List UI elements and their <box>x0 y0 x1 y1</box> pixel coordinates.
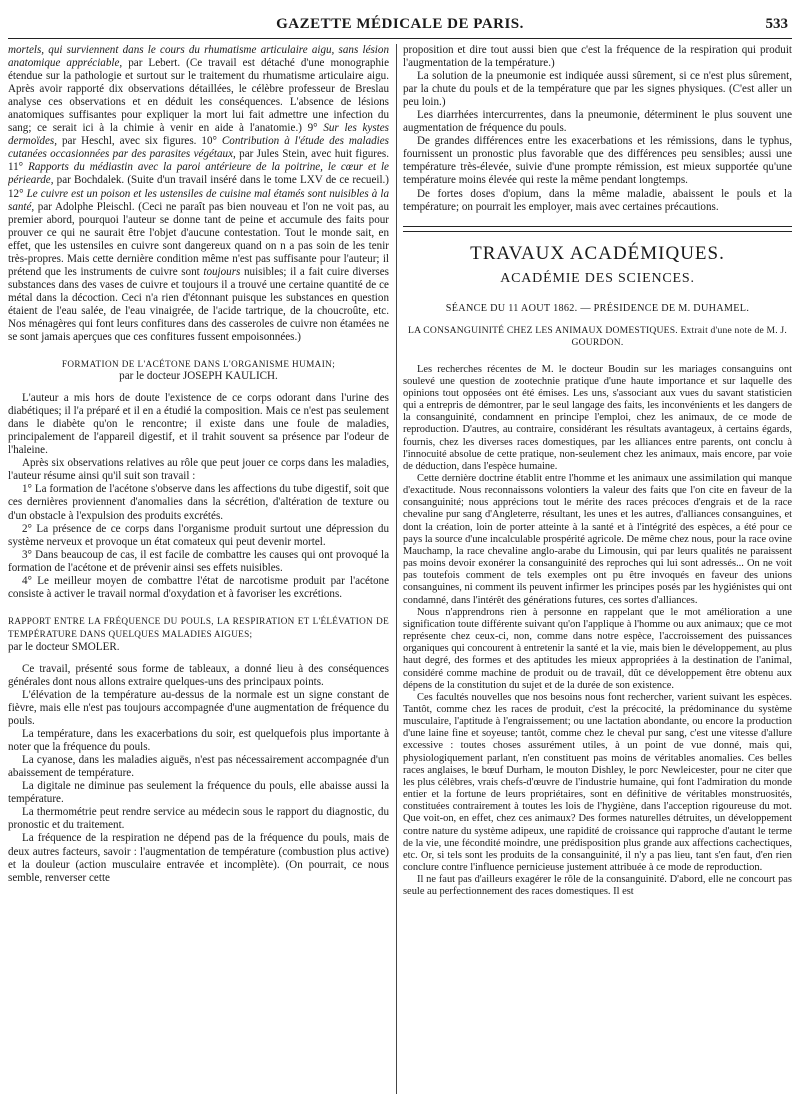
paragraph: La digitale ne diminue pas seulement la fréquence du pouls, elle abaisse aussi la température. <box>8 780 389 806</box>
paragraph: Après six observations relatives au rôle que peut jouer ce corps dans les maladies, l'auteur résume ainsi qu'il suit son travail : <box>8 457 389 483</box>
paragraph: La cyanose, dans les maladies aiguës, n'est pas nécessairement accompagnée d'un abaissement de température. <box>8 754 389 780</box>
paragraph: La thermométrie peut rendre service au médecin sous le rapport du diagnostic, du pronostic et du traitement. <box>8 806 389 832</box>
paragraph: 2° La présence de ce corps dans l'organisme produit surtout une dépression du système nerveux et provoque un état comateux qui peut devenir mortel. <box>8 522 389 548</box>
text-run: par Adolphe Pleischl. (Ceci ne paraît pas bien nouveau et l'on ne voit pas, au premier abord, pourquoi l'auteur se donne tant de peine et accumule des faits pour prouver ce qui ne saurait être l'objet d'aucune contestation. Tout le monde sait, en effet, que les ustensiles en cuivre sont dangereux quand on n a pas soin de les tenir très-propres. Mais cette dernière condition même n'est pas suffisante pour l'auteur; il prétend que les instruments de cuivre sont <box>8 200 389 278</box>
paragraph: De grandes différences entre les exacerbations et les rémissions, dans le typhus, fournissent un pronostic plus favorable que des différences peu sensibles; aussi une température très-élevée, suivie d'une prompte rémission, est mieux supportée qu'une température moins élevée qui reste la même pendant longtemps. <box>403 135 792 187</box>
paragraph: Ce travail, présenté sous forme de tableaux, a donné lieu à des conséquences générales dont nous allons extraire quelques-uns des principaux points. <box>8 662 389 688</box>
paragraph: 4° Le meilleur moyen de combattre l'état de narcotisme produit par l'acétone consiste à activer le travail normal d'oxydation et à favoriser les excrétions. <box>8 574 389 600</box>
paragraph: La fréquence de la respiration ne dépend pas de la fréquence du pouls, mais de deux autres facteurs, savoir : l'augmentation de température (combustion plus active) et la douleur (action musculaire entravée et incomplète). (On pourrait, ce nous semble, renverser cette <box>8 832 389 884</box>
text-run: par Heschl, avec six figures. 10° <box>57 135 222 148</box>
italic-text: toujours <box>203 265 241 278</box>
article-body <box>403 364 792 899</box>
page-header <box>8 6 792 39</box>
italic-text: Rapports du médiastin avec la paroi antérieure de la poitrine, le cœur et le périearde, <box>8 161 389 187</box>
section-separator <box>403 226 792 232</box>
paragraph: 3° Dans beaucoup de cas, il est facile de combattre les causes qui ont provoqué la formation de l'acétone et de prévenir ainsi ses effets nuisibles. <box>8 548 389 574</box>
paragraph: Ces facultés nouvelles que nos besoins nous font rechercher, varient suivant les espèces. Tantôt, comme chez les races de produit, c'est la précocité, la prédominance du système musculaire, l'aptitude à l'engraissement; ou une lactation abondante, ou encore la production d'une laine fine et soyeuse; tantôt, comme chez le cheval pur sang, c'est une vitesse d'allure excessive : toutes choses assurément utiles, à un point de vue donné, mais qui, physiologiquement parlant, n'en constituent pas moins de véritables anomalies. Ces belles races anglaises, le bœuf Durham, le mouton Dishley, le porc Newleicester, pour ne citer que les plus célèbres, vrais chefs-d'œuvre de l'industrie humaine, qui font l'admiration du monde entier et la fortune de leurs propriétaires, sont en définitive de véritables monstruosités, constituées contrairement à toutes les lois de l'hygiène, dans l'acception rigoureuse du mot. Que voit-on, en effet, chez ces animaux? Des formes naturelles détruites, un développement contre nature du système adipeux, une rapidité de croissance qui rapproche d'autant le terme de la vie, une fécondité moindre, une prédisposition plus grande aux affections cachectiques, etc. Or, si tels sont les produits de la consanguinité, il n'y a pas lieu, tant s'en faut, d'en rien conclure contre l'influence pernicieuse justement attribuée à ce mode de reproduction. <box>403 691 792 874</box>
paragraph: Nous n'apprendrons rien à personne en rappelant que le mot amélioration a une signification toute différente suivant qu'on l'applique à l'homme ou aux animaux; que ce mot représente chez ceux-ci, non, comme dans notre espèce, l'accroissement des puissances organiques qui concourent à entretenir la santé et la vie, mais bien le développement, au plus haut degré, des formes et des aptitudes les mieux appropriées à la destination de l'animal, considéré comme machine de produit ou de travail, dût ce développement être obtenu aux dépens de la constitution du sujet et de la durée de son existence. <box>403 606 792 691</box>
section-author-acetone: par le docteur JOSEPH KAULICH. <box>119 370 278 383</box>
seance-line: SÉANCE DU 11 AOUT 1862. — PRÉSIDENCE DE M. DUHAMEL. <box>445 302 750 314</box>
paragraph: L'auteur a mis hors de doute l'existence de ce corps odorant dans l'urine des diabétiques; il l'a préparé et il en a étudié la composition. Mais ce n'est pas seulement dans le diabète qu'on le rencontre; il existe dans une foule de maladies, principalement de l'appareil digestif, et il trahit souvent sa présence par l'odeur de l'haleine. <box>8 392 389 457</box>
text-run: par Lebert. (Ce travail est détaché d'une monographie étendue sur la pathologie et surtout sur le traitement du rhumatisme articulaire aigu. Après avoir rapporté dix observations détaillées, le célèbre professeur de Breslau analyse ces observations et en déduit les conséquences. L'absence de lésions anatomiques suffisantes pour expliquer la mort lui fait admettre une infection du sang; ce serait ici à la chimie à venir en aide à l'anatomie.) 9° <box>8 57 389 135</box>
article-title: LA CONSANGUINITÉ CHEZ LES ANIMAUX DOMESTIQUES. Extrait d'une note de M. J. GOURDON. <box>408 324 787 349</box>
journal-title: GAZETTE MÉDICALE DE PARIS. <box>276 16 524 32</box>
paragraph: Les diarrhées intercurrentes, dans la pneumonie, déterminent le plus souvent une augmentation de fréquence du pouls. <box>403 109 792 135</box>
section-title-pouls: RAPPORT ENTRE LA FRÉQUENCE DU POULS, LA RESPIRATION ET L'ÉLÉVATION DE TEMPÉRATURE DANS QUELQUES MALADIES AIGUES; <box>8 615 389 639</box>
page-number: 533 <box>765 16 788 32</box>
italic-text: Contribution à l'étude des maladies cutanées occasionnées par des parasites végétaux, <box>8 135 389 161</box>
text-run: par Jules Stein, avec huit figures. 11° <box>8 148 389 174</box>
paragraph: Les recherches récentes de M. le docteur Boudin sur les mariages consanguins ont soulevé une question de zootechnie pratique d'une haute importance et sur laquelle des opinions tout opposées ont été émises. Les uns, s'associant aux vues du savant statisticien qui a entrepris de démontrer, par le seul langage des faits, les inconvénients et les dangers de la consanguinité, condamnent en principe l'emploi, chez les animaux, de ce mode de reproduction. D'autres, au contraire, considérant les résultats avantageux, à certains égards, fournis, chez les diverses races domestiques, par les alliances entre parents, ont conclu à l'innocuité absolue de cette pratique, non-seulement chez les animaux, mais encore, par voie de déduction, dans l'espèce humaine. <box>403 363 792 472</box>
paragraph: 1° La formation de l'acétone s'observe dans les affections du tube digestif, soit que ces dernières proviennent d'anomalies dans la sécrétion, d'altération de texture ou d'un obstacle à l'expulsion des produits excrétés. <box>8 483 389 522</box>
italic-text: mortels, qui surviennent dans le cours du rhumatisme articulaire aigu, sans lésion anatomique appréciable, <box>8 44 389 70</box>
left-column <box>8 44 389 1094</box>
section-author-pouls: par le docteur SMOLER. <box>8 640 120 653</box>
heading-academie: ACADÉMIE DES SCIENCES. <box>500 270 695 286</box>
continued-paragraph: proposition et dire tout aussi bien que c'est la fréquence de la respiration qui produit l'augmentation de la température.) <box>403 44 792 70</box>
text-run: nuisibles; il a fait cuire diverses substances dans des vases de cuivre et toujours il a trouvé une certaine quantité de ce métal dans la décoction. Ceci n'a rien d'étonnant puisque les substances en question étaient de l'eau salée, de l'eau vinaigrée, de l'acide tartrique, de la choucroûte, etc. Nos ménagères qui font leurs confitures dans des casseroles de cuivre non étamées ne se sont jamais aperçues que ces confitures fussent empoisonnées.) <box>8 265 389 344</box>
section-title-acetone: FORMATION DE L'ACÉTONE DANS L'ORGANISME HUMAIN; <box>61 359 336 370</box>
paragraph: Il ne faut pas d'ailleurs exagérer le rôle de la consanguinité. D'abord, elle ne concourt pas seule au perfectionnement des races domestiques. Il est <box>403 874 792 898</box>
text-run: par Bochdalek. (Suite d'un travail inséré dans le tome LXV de ce recueil.) 12° <box>8 174 389 200</box>
continued-paragraph <box>8 44 389 344</box>
paragraph: La solution de la pneumonie est indiquée aussi sûrement, si ce n'est plus sûrement, par la chute du pouls et de la température que par les signes physiques. (C'est aller un peu loin.) <box>403 70 792 109</box>
paragraph: Cette dernière doctrine établit entre l'homme et les animaux une assimilation qui manque d'exactitude. Nous reconnaissons volontiers la valeur des faits que l'on cite en faveur de la consanguinité; nous apprécions tout le mérite des races précoces d'engrais et de la race chevaline pur sang d'Angleterre, résultant, les unes et les autres, d'alliances consanguines, et dont la création, loin de porter atteinte à la santé et à l'intégrité des espèces, a été pour ce pays la source d'une incalculable prospérité agricole. De même chez nous, pour la race ovine Mauchamp, la race chevaline anglo-arabe du Limousin, qui par leurs qualités ne paraissent pas moins devoir exonérer la consanguinité des reproches qui lui sont adressés... On ne voit pas toutefois comment de tels exemples ont pu être invoqués en faveur des unions consanguines, ni comment ils peuvent infirmer les principes posés par les hygiénistes qui ont condamné, dans l'intérêt des générations futures, ces sortes d'alliances. <box>403 473 792 606</box>
paragraph: De fortes doses d'opium, dans la même maladie, abaissent le pouls et la température; on pourrait les employer, mais avec certaines précautions. <box>403 187 792 213</box>
paragraph: L'élévation de la température au-dessus de la normale est un signe constant de fièvre, mais elle n'est pas toujours accompagnée d'une augmentation de fréquence du pouls. <box>8 688 389 728</box>
italic-text: Sur les kystes dermoïdes, <box>8 122 389 148</box>
italic-text: Le cuivre est un poison et les ustensiles de cuisine mal étamés sont nuisibles à la santé, <box>8 187 389 213</box>
column-divider <box>396 44 397 1094</box>
right-column <box>403 44 792 1094</box>
heading-travaux: TRAVAUX ACADÉMIQUES. <box>470 242 725 264</box>
paragraph: La température, dans les exacerbations du soir, est quelquefois plus importante à noter que la fréquence du pouls. <box>8 728 389 754</box>
